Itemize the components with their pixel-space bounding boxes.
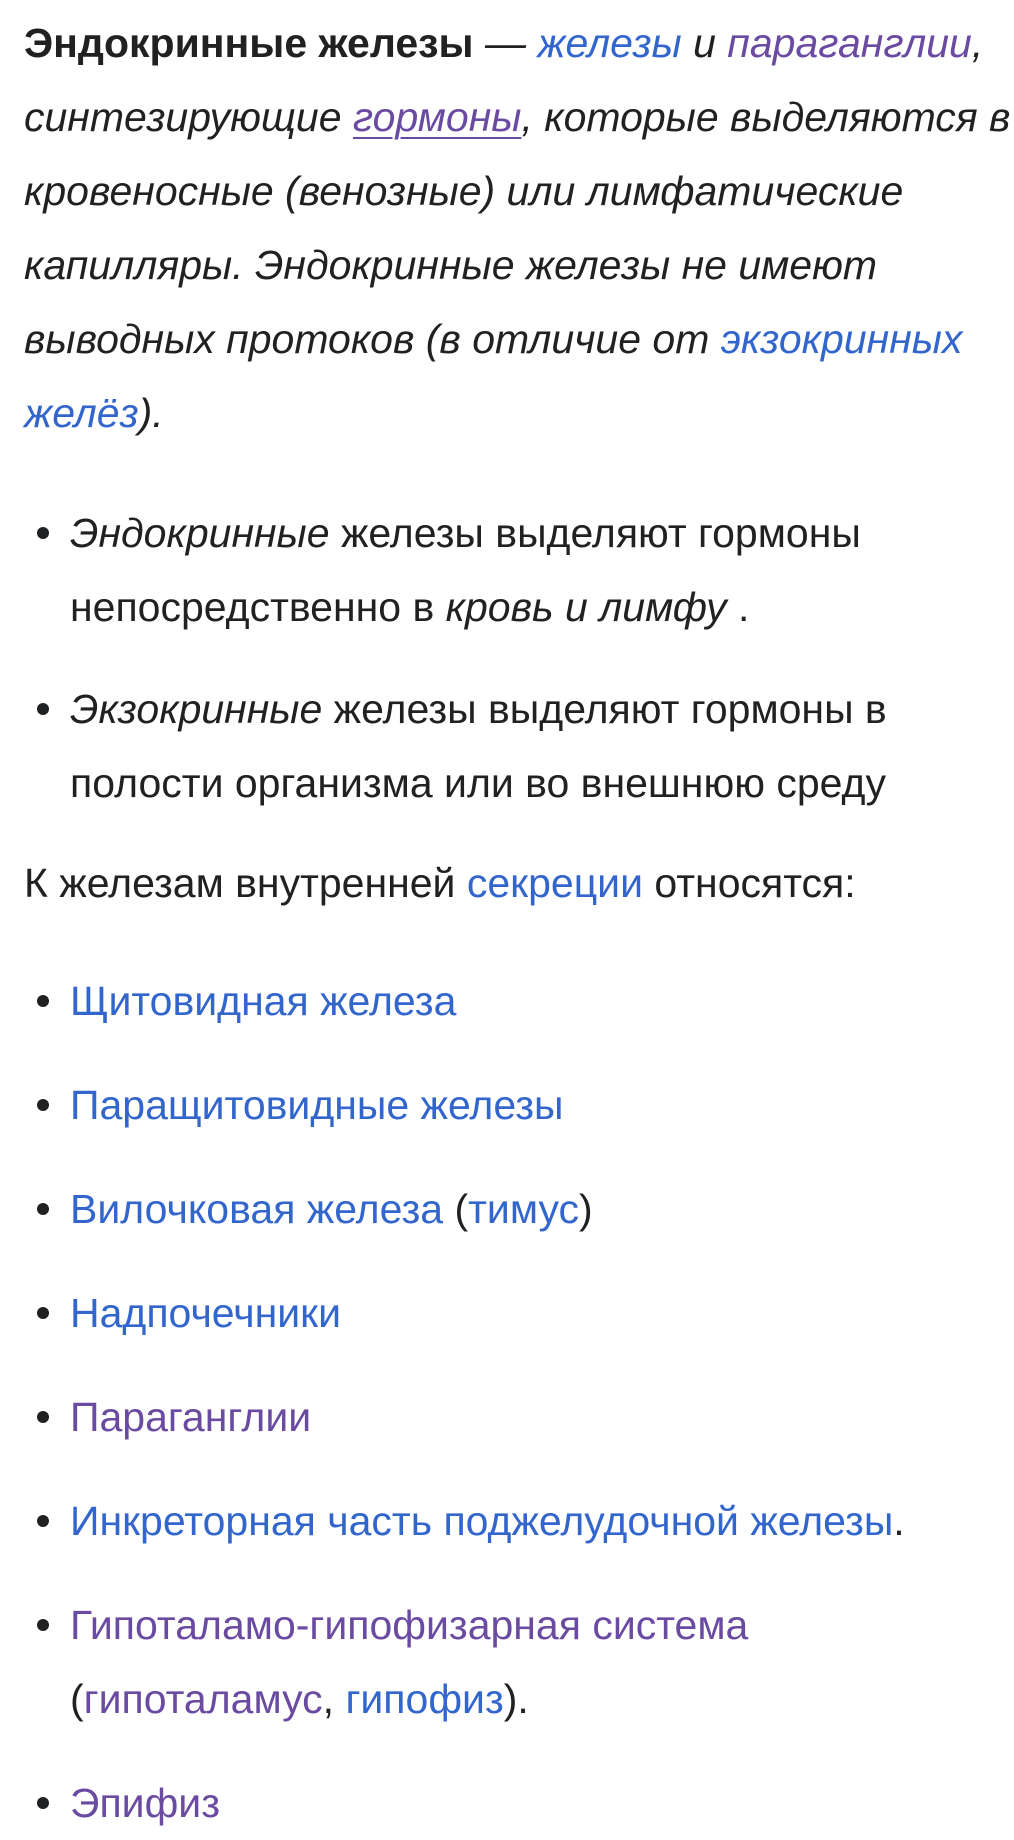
link-adrenal[interactable]: Надпочечники	[70, 1290, 341, 1336]
bullet-icon	[37, 1515, 49, 1527]
paren-open: (	[443, 1186, 469, 1232]
link-hypothalamic-pituitary-system[interactable]: Гипоталамо-гипофизарная система	[70, 1602, 749, 1648]
bullet-icon	[37, 703, 49, 715]
comma: ,	[322, 1676, 346, 1722]
link-pituitary[interactable]: гипофиз	[345, 1676, 504, 1722]
list-item	[24, 1172, 1014, 1246]
bullet-icon	[37, 1203, 49, 1215]
link-pineal[interactable]: Эпифиз	[70, 1780, 221, 1826]
paren-open: (	[70, 1676, 84, 1722]
list-item	[24, 1588, 1014, 1736]
definition-end: .	[726, 584, 750, 630]
list-item-endocrine	[24, 496, 1014, 644]
list-item	[24, 1484, 1014, 1558]
link-thymus[interactable]: тимус	[468, 1186, 580, 1232]
bullet-icon	[37, 1797, 49, 1809]
intro-paragraph	[24, 6, 1014, 450]
link-pancreas[interactable]: Инкреторная часть поджелудочной железы	[70, 1498, 894, 1544]
list-item	[24, 1276, 1014, 1350]
bullet-icon	[37, 527, 49, 539]
intro-synth: , синтезирующие	[24, 20, 984, 140]
link-hormones[interactable]: гормоны	[352, 94, 522, 140]
list-item	[24, 1380, 1014, 1454]
definition-text: железы выделяют гормоны в полости организма или во внешнюю среду	[70, 686, 887, 806]
intro-and: и	[681, 20, 728, 66]
bullet-icon	[37, 1307, 49, 1319]
bullet-icon	[37, 1619, 49, 1631]
glands-lead	[24, 846, 1014, 920]
intro-rest-1: , которые выделяются в кровеносные (венозные) или лимфатические капилляры. Эндокринные железы не имеют выводных протоков (в отличие от	[24, 94, 1011, 362]
definition-emphasis: кровь и лимфу	[445, 584, 727, 630]
link-paraganglia[interactable]: параганглии	[727, 20, 972, 66]
link-thyroid[interactable]: Щитовидная железа	[70, 978, 457, 1024]
link-thymus-gland[interactable]: Вилочковая железа	[70, 1186, 444, 1232]
paren-close: ).	[503, 1676, 529, 1722]
bullet-icon	[37, 1099, 49, 1111]
intro-dash: —	[473, 20, 538, 66]
list-item	[24, 964, 1014, 1038]
pancreas-end: .	[893, 1498, 905, 1544]
link-hypothalamus[interactable]: гипоталамус	[83, 1676, 323, 1722]
list-item	[24, 1766, 1014, 1840]
link-glands[interactable]: железы	[537, 20, 682, 66]
bullet-icon	[37, 995, 49, 1007]
intro-title: Эндокринные железы	[24, 20, 474, 66]
list-item	[24, 1068, 1014, 1142]
list-item-exocrine	[24, 672, 1014, 820]
term-endocrine: Эндокринные	[70, 510, 330, 556]
bullet-icon	[37, 1411, 49, 1423]
paren-close: )	[579, 1186, 593, 1232]
glands-list	[24, 964, 1014, 1840]
intro-rest-2: ).	[138, 390, 164, 436]
link-paraganglia-item[interactable]: Параганглии	[70, 1394, 312, 1440]
lead-before: К железам внутренней	[24, 860, 467, 906]
term-exocrine: Экзокринные	[70, 686, 323, 732]
link-secretion[interactable]: секреции	[466, 860, 643, 906]
link-parathyroid[interactable]: Паращитовидные железы	[70, 1082, 564, 1128]
definitions-list	[24, 496, 1014, 820]
definition-text: железы выделяют гормоны непосредственно в	[70, 510, 861, 630]
lead-after: относятся:	[642, 860, 856, 906]
link-exocrine-glands[interactable]: экзокринных желёз	[24, 316, 963, 436]
